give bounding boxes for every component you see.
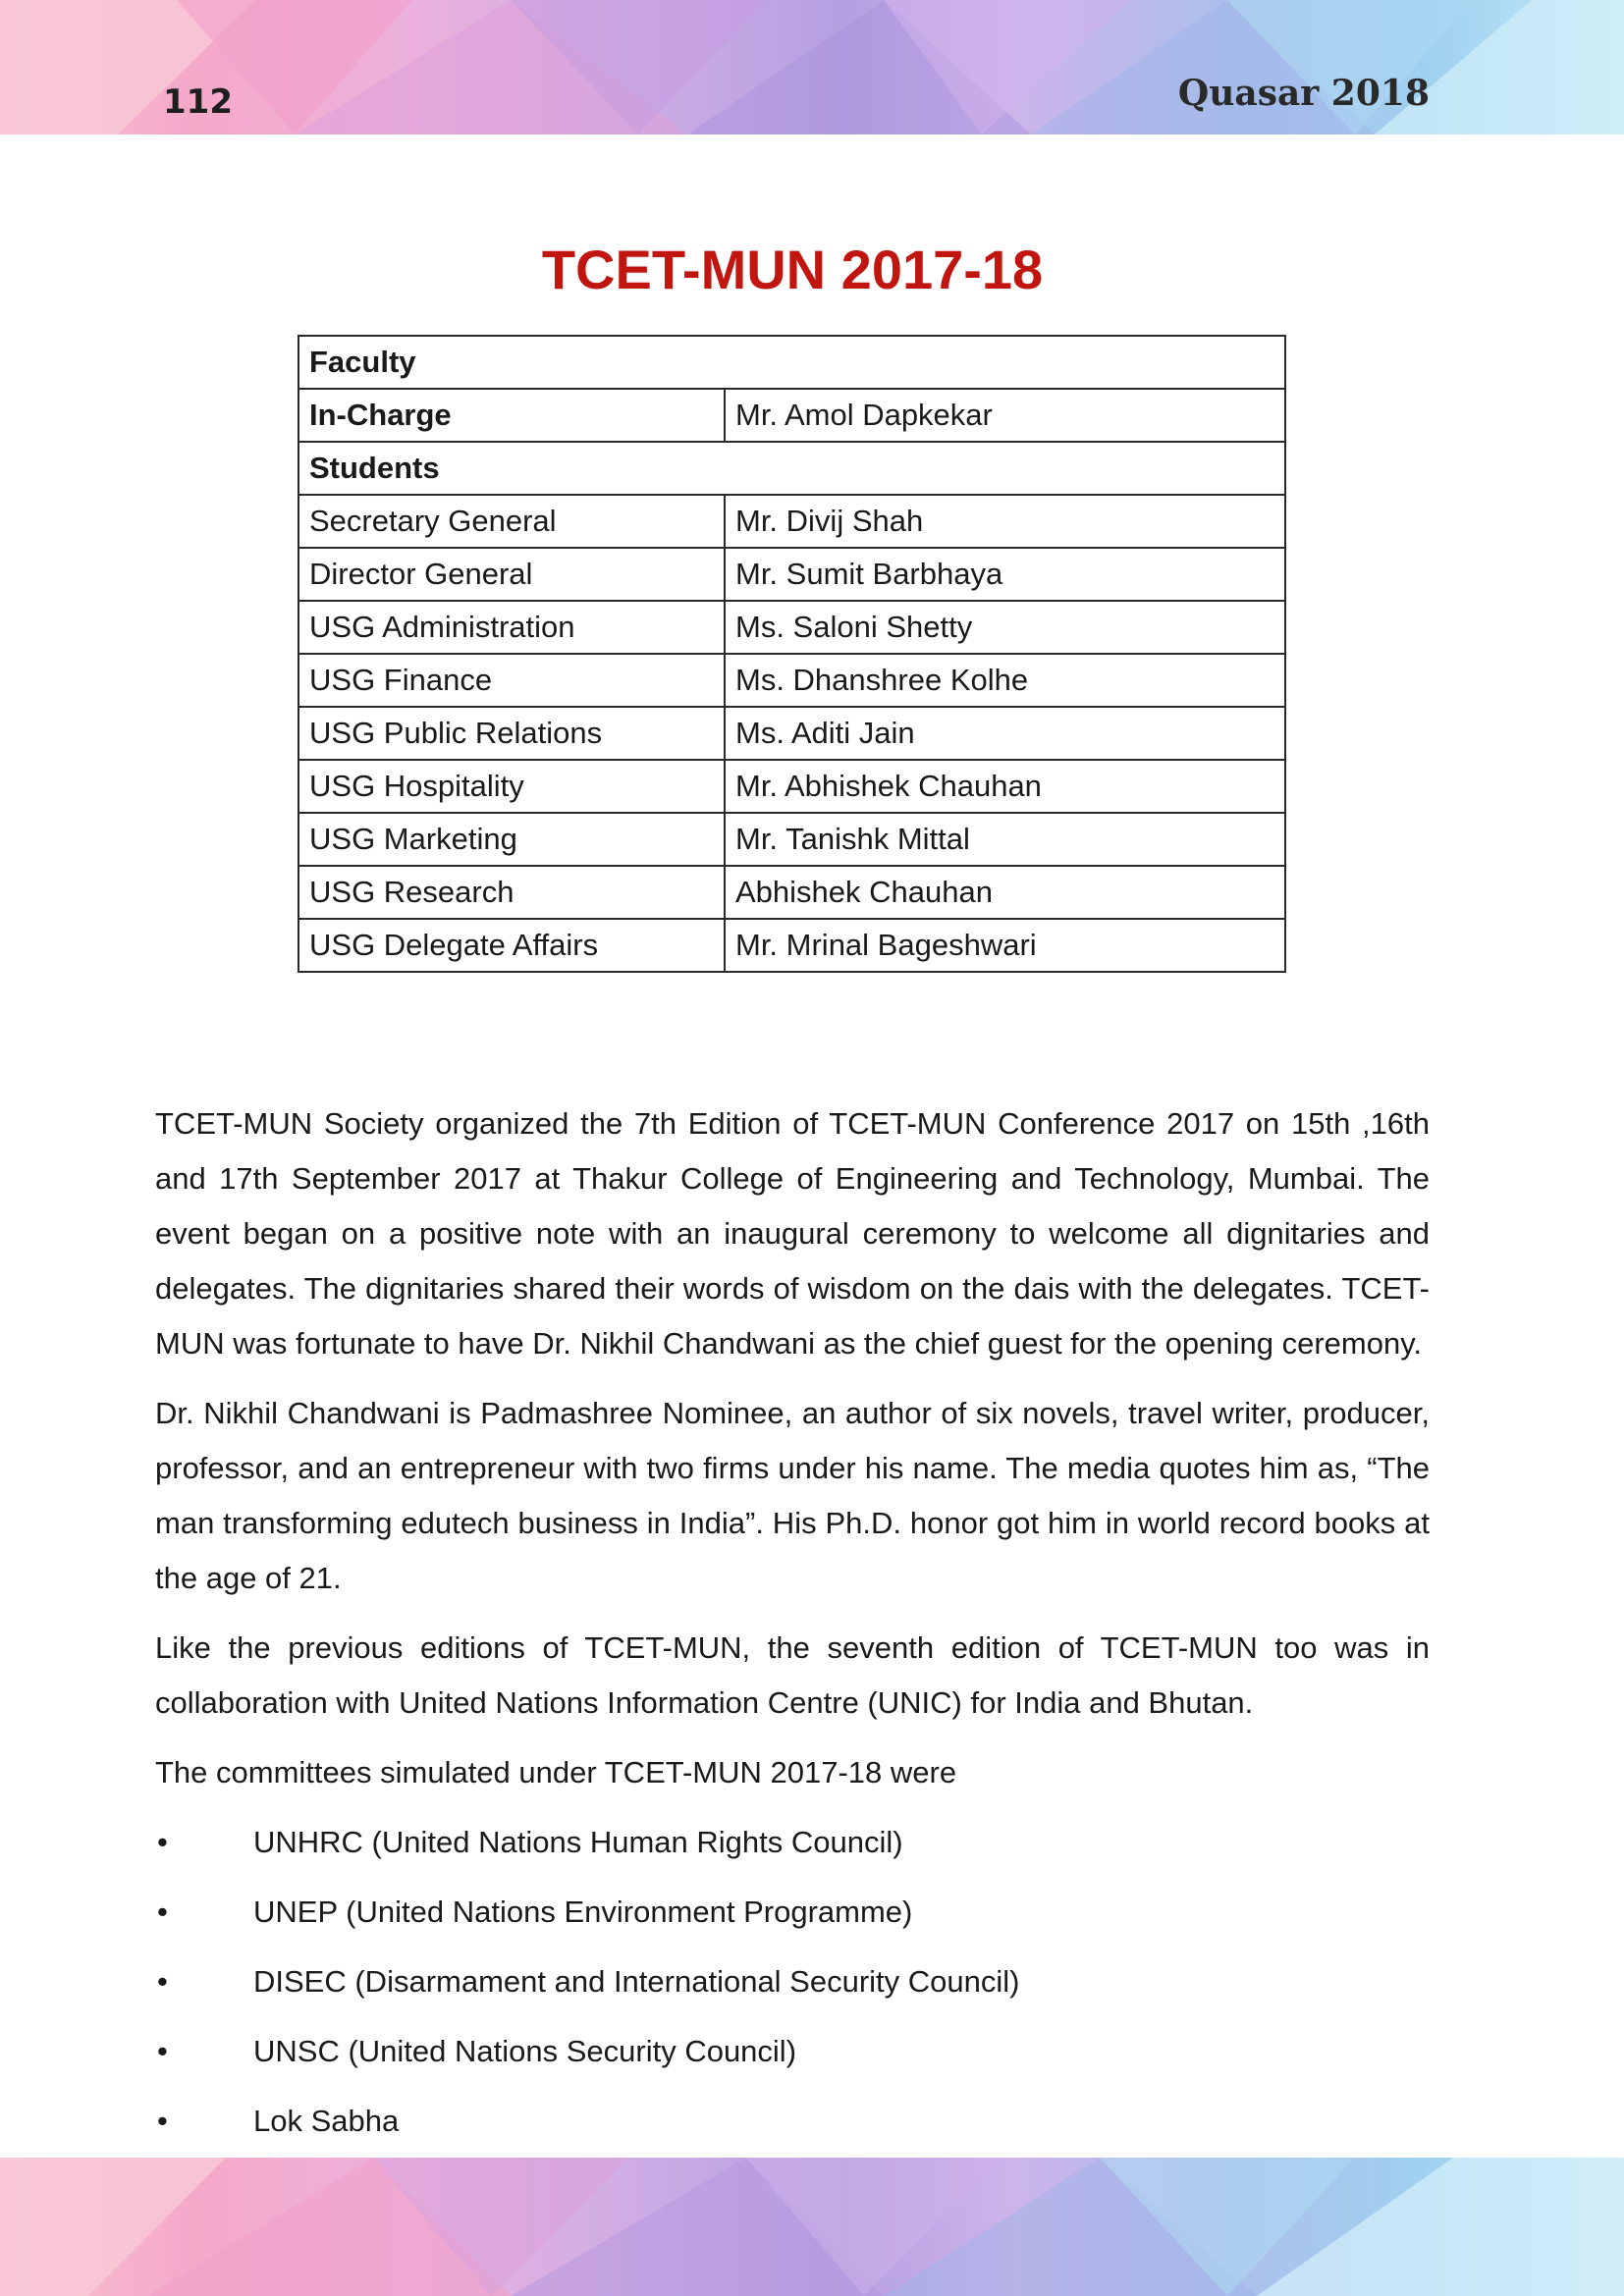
list-item (155, 1885, 1430, 1940)
role-cell: In-Charge (298, 389, 725, 442)
name-cell: Ms. Saloni Shetty (725, 601, 1285, 654)
list-item (155, 2094, 1430, 2149)
table-row (298, 336, 1285, 389)
name-cell: Mr. Sumit Barbhaya (725, 548, 1285, 601)
page-number: 112 (163, 82, 233, 122)
committee-list (155, 1815, 1430, 2149)
table-row (298, 389, 1285, 442)
name-cell: Mr. Tanishk Mittal (725, 813, 1285, 866)
table-row (298, 919, 1285, 972)
role-cell: USG Administration (298, 601, 725, 654)
name-cell: Ms. Aditi Jain (725, 707, 1285, 760)
section-heading-cell: Faculty (298, 336, 1285, 389)
role-cell: USG Delegate Affairs (298, 919, 725, 972)
footer-banner (0, 2158, 1624, 2296)
table-row (298, 495, 1285, 548)
paragraph: Like the previous editions of TCET-MUN, the seventh edition of TCET-MUN too was in collaboration with United Nations Information Centre (UNIC) for India and Bhutan. (155, 1630, 1430, 1720)
list-item (155, 1954, 1430, 2009)
section-heading-cell: Students (298, 442, 1285, 495)
table-row (298, 548, 1285, 601)
paragraph: Dr. Nikhil Chandwani is Padmashree Nominee, an author of six novels, travel writer, producer, professor, and an entrepreneur with two firms under his name. The media quotes him as, “The man transforming edutech business in India”. His Ph.D. honor got him in world record books at the age of 21. (155, 1396, 1430, 1595)
list-item-text: UNEP (United Nations Environment Programme) (253, 1895, 913, 1929)
list-item (155, 2024, 1430, 2079)
list-item-text: DISEC (Disarmament and International Security Council) (253, 1964, 1020, 1999)
table-row (298, 760, 1285, 813)
role-cell: USG Research (298, 866, 725, 919)
name-cell: Mr. Divij Shah (725, 495, 1285, 548)
running-head: Quasar 2018 (1177, 73, 1430, 114)
role-cell: Secretary General (298, 495, 725, 548)
role-cell: USG Public Relations (298, 707, 725, 760)
name-cell: Abhishek Chauhan (725, 866, 1285, 919)
list-item-text: UNSC (United Nations Security Council) (253, 2034, 797, 2068)
page-title: TCET-MUN 2017-18 (541, 239, 1044, 300)
table-row (298, 813, 1285, 866)
bullet-icon: • (157, 1895, 168, 1929)
list-item-text: Lok Sabha (253, 2104, 400, 2138)
list-item-text: UNHRC (United Nations Human Rights Council) (253, 1825, 903, 1859)
role-cell: USG Finance (298, 654, 725, 707)
paragraph: The committees simulated under TCET-MUN 2017-18 were (155, 1755, 957, 1789)
bullet-icon: • (157, 2104, 168, 2138)
committee-table-body (298, 336, 1285, 972)
bullet-icon: • (157, 1825, 168, 1859)
committee-table (298, 335, 1286, 973)
name-cell: Mr. Abhishek Chauhan (725, 760, 1285, 813)
table-row (298, 866, 1285, 919)
header-banner-graphic (0, 0, 1624, 134)
table-row (298, 442, 1285, 495)
name-cell: Ms. Dhanshree Kolhe (725, 654, 1285, 707)
role-cell: Director General (298, 548, 725, 601)
header-banner (0, 0, 1624, 134)
article-body (155, 1096, 1430, 2163)
name-cell: Mr. Mrinal Bageshwari (725, 919, 1285, 972)
paragraph: TCET-MUN Society organized the 7th Edition of TCET-MUN Conference 2017 on 15th ,16th and 17th September 2017 at Thakur College of Engineering and Technology, Mumbai. The event began on a positive note with an inaugural ceremony to welcome all dignitaries and delegates. The dignitaries shared their words of wisdom on the dais with the delegates. TCET-MUN was fortunate to have Dr. Nikhil Chandwani as the chief guest for the opening ceremony. (155, 1106, 1430, 1361)
table-row (298, 601, 1285, 654)
footer-banner-graphic (0, 2158, 1624, 2296)
table-row (298, 707, 1285, 760)
bullet-icon: • (157, 2034, 168, 2068)
bullet-icon: • (157, 1964, 168, 1999)
role-cell: USG Hospitality (298, 760, 725, 813)
list-item (155, 1815, 1430, 1870)
role-cell: USG Marketing (298, 813, 725, 866)
table-row (298, 654, 1285, 707)
name-cell: Mr. Amol Dapkekar (725, 389, 1285, 442)
